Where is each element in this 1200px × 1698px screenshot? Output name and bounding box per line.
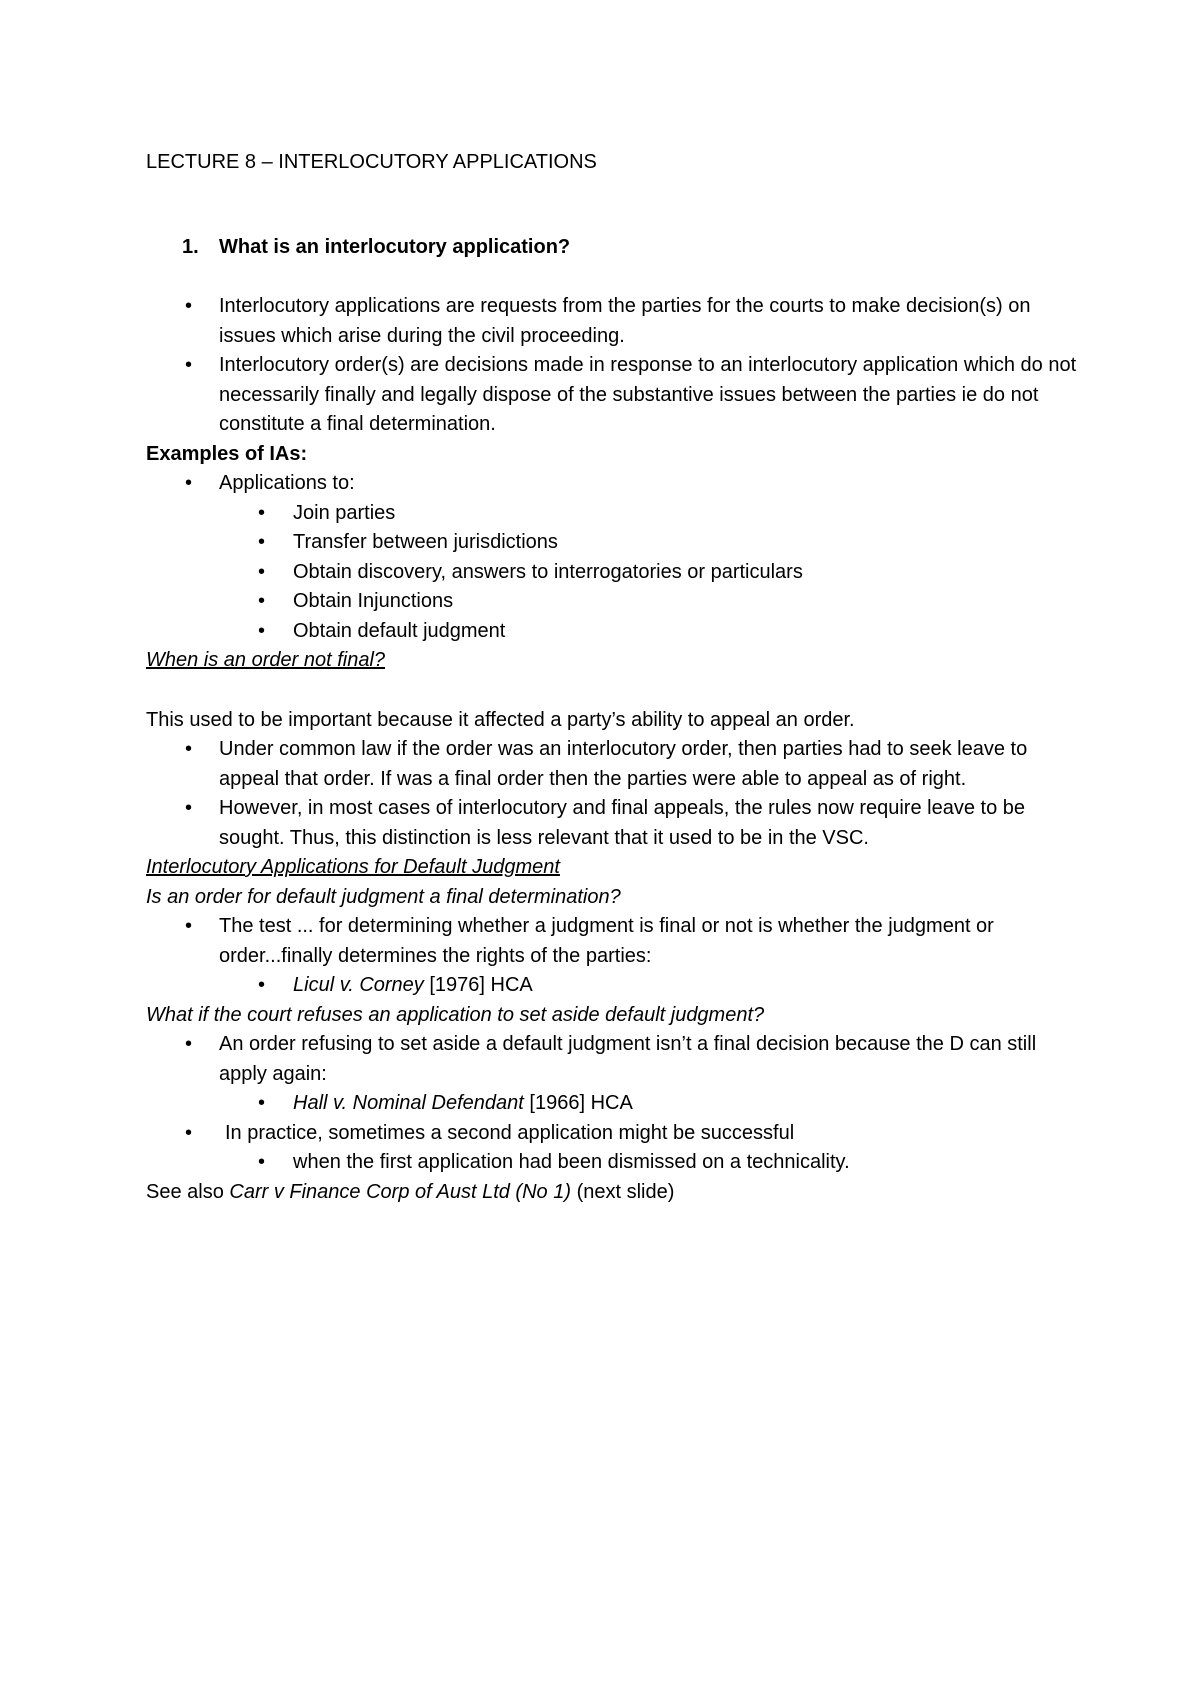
examples-list	[146, 469, 1086, 499]
list-item: • Interlocutory applications are requests from the parties for the courts to make decision(s) on issues which arise during the civil proceeding.	[146, 292, 1086, 351]
case-citation: [1966] HCA	[523, 1092, 633, 1114]
default-judgment-q1-cases	[146, 971, 1086, 1001]
list-item	[146, 971, 1086, 1001]
list-item: • Under common law if the order was an interlocutory order, then parties had to seek leave to appeal that order. If was a final order then the parties were able to appeal as of right.	[146, 735, 1086, 794]
list-item: • Interlocutory order(s) are decisions made in response to an interlocutory application which do not necessarily finally and legally dispose of the substantive issues between the parties ie do not constitute a final determination.	[146, 351, 1086, 440]
case-citation: [1976] HCA	[423, 974, 533, 996]
list-item: • Transfer between jurisdictions	[146, 528, 1086, 558]
section-1-number: 1.	[182, 235, 199, 258]
not-final-bullets	[146, 735, 1086, 853]
bullet-icon: •	[258, 619, 266, 642]
list-item: • Obtain Injunctions	[146, 587, 1086, 617]
case-name: Carr v Finance Corp of Aust Ltd (No 1)	[229, 1180, 572, 1203]
document-content	[146, 148, 1086, 1207]
default-judgment-q1-bullets	[146, 912, 1086, 971]
bullet-icon: •	[185, 915, 193, 937]
not-final-intro: This used to be important because it affected a party’s ability to appeal an order.	[146, 708, 855, 731]
list-item: • An order refusing to set aside a default judgment isn’t a final decision because the D can still apply again:	[146, 1030, 1086, 1089]
bullet-icon: •	[185, 472, 193, 494]
list-item: • The test ... for determining whether a judgment is final or not is whether the judgment or order...finally determines the rights of the parties:	[146, 912, 1086, 971]
list-item: • Obtain discovery, answers to interrogatories or particulars	[146, 558, 1086, 588]
bullet-icon: •	[185, 797, 193, 819]
bullet-icon: •	[185, 738, 193, 760]
default-judgment-q2-cases	[146, 1089, 1086, 1119]
case-name: Licul v. Corney	[293, 974, 424, 996]
examples-heading: Examples of IAs:	[146, 442, 308, 465]
not-final-heading: When is an order not final?	[146, 649, 386, 671]
list-item: • However, in most cases of interlocutory and final appeals, the rules now require leave to be sought. Thus, this distinction is less relevant that it used to be in the VSC.	[146, 794, 1086, 853]
default-judgment-question-2: What if the court refuses an application to set aside default judgment?	[146, 1003, 765, 1026]
bullet-icon: •	[185, 1121, 193, 1144]
bullet-icon: •	[185, 295, 193, 317]
list-item: • Join parties	[146, 499, 1086, 529]
bullet-icon: •	[185, 1033, 193, 1055]
default-judgment-practice-sub	[146, 1148, 1086, 1178]
bullet-icon: •	[185, 354, 193, 376]
examples-sublist	[146, 499, 1086, 647]
section-1-bullets	[146, 292, 1086, 440]
bullet-icon: •	[258, 590, 266, 612]
default-judgment-q2-bullets	[146, 1030, 1086, 1089]
case-name: Hall v. Nominal Defendant	[293, 1092, 524, 1114]
list-item	[146, 1089, 1086, 1119]
list-item: • In practice, sometimes a second application might be successful	[146, 1119, 1086, 1149]
bullet-icon: •	[258, 974, 266, 996]
bullet-icon: •	[258, 1092, 266, 1114]
list-item: • when the first application had been dismissed on a technicality.	[146, 1148, 1086, 1178]
see-also-line: See also Carr v Finance Corp of Aust Ltd (No 1) (next slide)	[146, 1180, 675, 1203]
bullet-icon: •	[258, 501, 266, 524]
bullet-icon: •	[258, 560, 266, 583]
default-judgment-heading: Interlocutory Applications for Default Judgment	[146, 856, 560, 878]
default-judgment-question-1: Is an order for default judgment a final determination?	[146, 885, 621, 908]
section-1-question: What is an interlocutory application?	[219, 235, 571, 258]
list-item: • Obtain default judgment	[146, 617, 1086, 647]
list-item: • Applications to:	[146, 469, 1086, 499]
page-title: LECTURE 8 – INTERLOCUTORY APPLICATIONS	[146, 151, 597, 173]
default-judgment-practice	[146, 1119, 1086, 1149]
bullet-icon: •	[258, 531, 266, 553]
section-1-heading	[146, 233, 1086, 263]
bullet-icon: •	[258, 1151, 266, 1173]
